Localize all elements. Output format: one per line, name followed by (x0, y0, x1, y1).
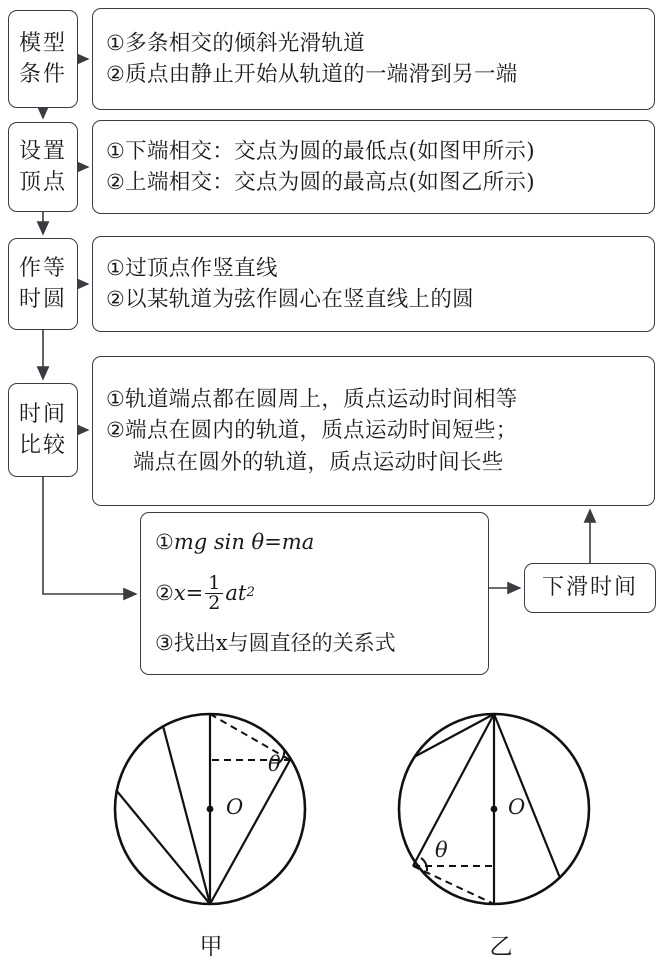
formula-box[interactable] (140, 512, 489, 675)
detail-box-time-comparison[interactable] (92, 356, 655, 506)
detail-box-model-conditions[interactable] (92, 8, 655, 110)
detail-text: 端点在圆内的轨道，质点运动时间短些； (125, 418, 518, 444)
figure-caption-yi: 乙 (489, 934, 513, 960)
detail-text: 端点在圆外的轨道，质点运动时间长些 (133, 449, 504, 475)
center-dot-yi (491, 806, 498, 813)
figure-caption-jia: 甲 (199, 934, 223, 960)
chord-right-yi (494, 714, 560, 878)
center-label-yi: O (508, 795, 526, 819)
detail-line (106, 28, 644, 59)
list-marker: ① (106, 386, 126, 411)
fraction-one-half (205, 571, 223, 614)
stage-model-line-2: 条件 (18, 62, 67, 87)
stage-compare-line-1: 时间 (18, 401, 67, 427)
angle-label-jia: θ (268, 752, 281, 776)
dashed-chord-yi (413, 866, 494, 904)
stage-model-line-1: 模型 (18, 30, 67, 56)
formula-expression: 找出x与圆直径的关系式 (173, 631, 396, 656)
list-marker: ② (106, 418, 126, 443)
detail-line (106, 284, 644, 315)
detail-text: 上端相交：交点为圆的最高点(如图乙所示) (125, 170, 535, 195)
list-marker: ② (155, 580, 174, 605)
circle-outline-jia (115, 714, 305, 904)
list-marker: ② (106, 287, 126, 311)
detail-text: 下端相交：交点为圆的最低点(如图甲所示) (125, 138, 535, 164)
detail-text: 轨道端点都在圆周上，质点运动时间相等 (125, 386, 518, 412)
stage-box-model-conditions[interactable] (8, 10, 78, 108)
chord-upperleft-yi (414, 714, 494, 757)
list-marker: ① (155, 530, 174, 555)
formula-line-3 (155, 619, 478, 669)
detail-text: 过顶点作竖直线 (125, 255, 278, 281)
detail-text: 多条相交的倾斜光滑轨道 (125, 30, 365, 56)
detail-text: 以某轨道为弦作圆心在竖直线上的圆 (125, 287, 474, 312)
fraction-numerator: 1 (205, 574, 223, 594)
result-label: 下滑时间 (541, 575, 638, 601)
stage-vertex-line-2: 顶点 (18, 170, 67, 195)
list-marker: ② (106, 170, 126, 194)
list-marker: ② (106, 62, 126, 86)
stage-compare-line-2: 比较 (18, 433, 67, 458)
formula-lhs: x= (173, 580, 204, 605)
list-marker: ① (106, 255, 126, 280)
detail-line (106, 167, 644, 198)
chord-right-jia (210, 760, 290, 904)
chord-farleft-jia (116, 790, 210, 904)
fraction-denominator: 2 (208, 591, 221, 614)
formula-line-2 (155, 568, 478, 618)
circle-outline-yi (399, 714, 589, 904)
list-marker: ① (106, 30, 126, 55)
formula-expression: mg sin θ=ma (173, 530, 315, 555)
chord-left-yi (413, 714, 494, 866)
formula-rhs: at (225, 580, 247, 605)
stage-circle-line-1: 作等 (18, 255, 67, 281)
detail-line (106, 136, 644, 167)
center-dot-jia (207, 806, 214, 813)
detail-line (106, 384, 644, 415)
list-marker: ① (106, 138, 126, 163)
detail-box-set-vertex[interactable] (92, 120, 655, 214)
detail-line (106, 415, 644, 446)
stage-box-time-comparison[interactable] (8, 383, 78, 477)
detail-box-draw-isochrone-circle[interactable] (92, 236, 655, 332)
detail-text: 质点由静止开始从轨道的一端滑到另一端 (125, 62, 518, 87)
figure-yi (399, 714, 589, 904)
chord-left-jia (163, 726, 210, 904)
stage-box-draw-isochrone-circle[interactable] (8, 238, 78, 330)
stage-box-set-vertex[interactable] (8, 122, 78, 212)
angle-arc-yi (421, 858, 427, 871)
center-label-jia: O (226, 795, 244, 819)
list-marker: ③ (155, 631, 174, 656)
detail-line (106, 59, 644, 90)
detail-line (106, 253, 644, 284)
angle-label-yi: θ (435, 838, 448, 862)
detail-line (106, 447, 644, 478)
stage-circle-line-2: 时圆 (18, 287, 67, 312)
figure-jia (115, 714, 305, 904)
formula-line-1 (155, 518, 478, 568)
stage-vertex-line-1: 设置 (18, 138, 67, 164)
result-box-slide-time[interactable] (524, 563, 656, 613)
formula-exponent: 2 (246, 585, 255, 601)
